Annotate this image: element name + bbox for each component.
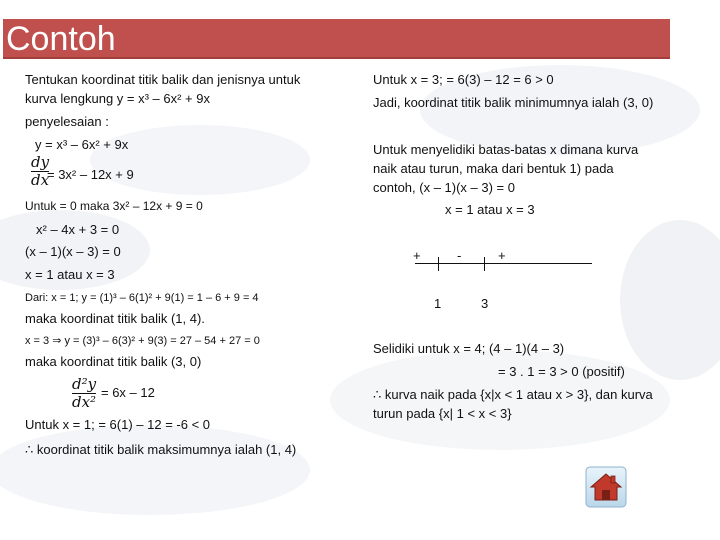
sign-positive-left: +	[413, 248, 421, 263]
left-line-8: (x – 1)(x – 3) = 0	[25, 244, 121, 259]
right-line-1: Untuk x = 3; = 6(3) – 12 = 6 > 0	[373, 72, 554, 87]
left-line-16: ∴ koordinat titik balik maksimumnya ialah (1, 4)	[25, 442, 297, 457]
left-line-14: = 6x – 12	[101, 385, 155, 400]
number-line	[415, 263, 592, 264]
left-line-12: x = 3 ⇒ y = (3)³ – 6(3)² + 9(3) = 27 – 54 + 27 = 0	[25, 335, 260, 347]
slide-title: Contoh	[6, 20, 116, 58]
derivative-fraction-2	[72, 377, 96, 410]
right-line-8: = 3 . 1 = 3 > 0 (positif)	[498, 364, 625, 379]
tick-mark-3	[484, 257, 485, 271]
tick-label-1: 1	[434, 296, 442, 311]
sign-positive-right: +	[498, 248, 506, 263]
right-line-6: x = 1 atau x = 3	[445, 202, 535, 217]
left-line-2: kurva lengkung y = x³ – 6x² + 9x	[25, 91, 210, 106]
right-line-9: ∴ kurva naik pada {x|x < 1 atau x > 3}, dan kurva	[373, 387, 653, 402]
sign-negative-middle: -	[457, 248, 462, 263]
left-line-9: x = 1 atau x = 3	[25, 267, 115, 282]
right-line-5: contoh, (x – 1)(x – 3) = 0	[373, 180, 515, 195]
left-line-7: x² – 4x + 3 = 0	[36, 222, 120, 237]
left-line-10: Dari: x = 1; y = (1)³ – 6(1)² + 9(1) = 1 – 6 + 9 = 4	[25, 292, 259, 304]
left-line-11: maka koordinat titik balik (1, 4).	[25, 311, 205, 326]
left-line-1: Tentukan koordinat titik balik dan jenisnya untuk	[25, 72, 301, 87]
frac2-denominator: dx²	[72, 393, 97, 411]
left-line-4: y = x³ – 6x² + 9x	[35, 137, 129, 152]
frac2-numerator: d²y	[72, 375, 97, 393]
left-line-5: = 3x² – 12x + 9	[47, 167, 134, 182]
right-line-4: naik atau turun, maka dari bentuk 1) pada	[373, 161, 614, 176]
right-line-2: Jadi, koordinat titik balik minimumnya ialah (3, 0)	[373, 95, 654, 110]
right-line-7: Selidiki untuk x = 4; (4 – 1)(4 – 3)	[373, 341, 565, 356]
home-icon	[585, 466, 627, 508]
right-line-10: turun pada {x| 1 < x < 3}	[373, 406, 512, 421]
left-line-15: Untuk x = 1; = 6(1) – 12 = -6 < 0	[25, 417, 210, 432]
left-line-13: maka koordinat titik balik (3, 0)	[25, 354, 202, 369]
right-line-3: Untuk menyelidiki batas-batas x dimana kurva	[373, 142, 639, 157]
tick-mark-1	[438, 257, 439, 271]
left-line-3: penyelesaian :	[25, 114, 109, 129]
frac1-denominator: dx	[31, 171, 50, 189]
tick-label-3: 3	[481, 296, 489, 311]
frac1-numerator: dy	[31, 153, 50, 171]
left-line-6: Untuk = 0 maka 3x² – 12x + 9 = 0	[25, 199, 203, 213]
home-button[interactable]	[585, 466, 627, 508]
